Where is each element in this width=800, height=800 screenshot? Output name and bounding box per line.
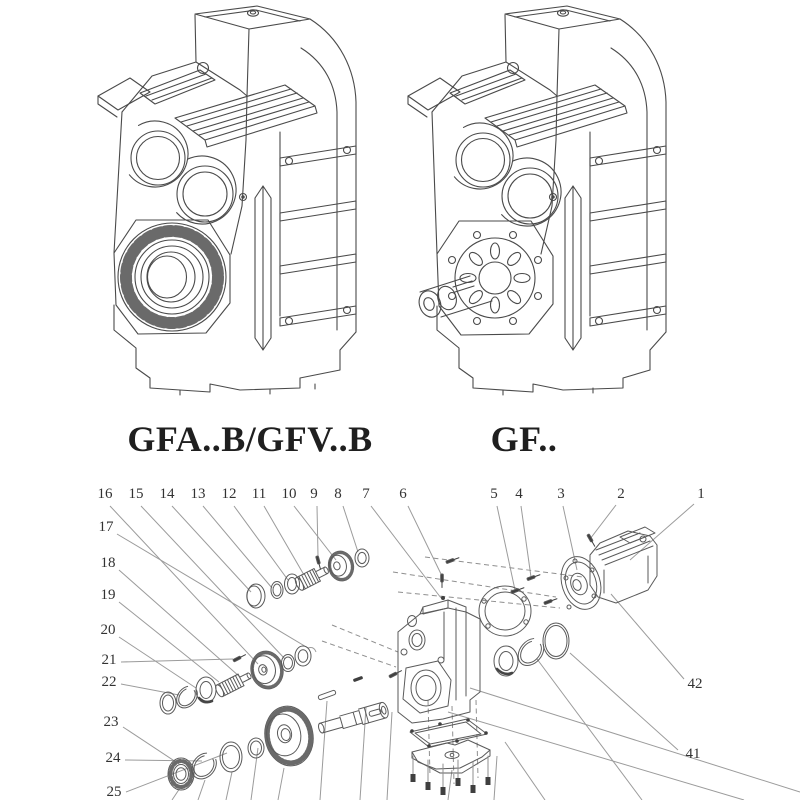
part-key xyxy=(318,690,336,700)
callout-41: 41 xyxy=(685,746,701,762)
callout-1: 1 xyxy=(697,486,705,502)
callout-10: 10 xyxy=(281,486,297,502)
callout-24: 24 xyxy=(105,750,121,766)
callout-labels xyxy=(98,486,705,800)
figure-gear-unit-hollow-shaft xyxy=(98,6,356,395)
callout-21: 21 xyxy=(101,652,117,668)
callout-12: 12 xyxy=(221,486,237,502)
flange-spoke-cutouts xyxy=(460,243,530,313)
callout-8: 8 xyxy=(334,486,342,502)
part-intermediate-shaft-group xyxy=(160,646,311,714)
part-splined-sleeve xyxy=(214,669,253,698)
assembly-axis-dashed-lines xyxy=(322,557,583,784)
callout-2: 2 xyxy=(617,486,625,502)
exploded-parts xyxy=(160,527,657,795)
caption-right-model: GF.. xyxy=(490,419,558,459)
callout-22: 22 xyxy=(101,674,117,690)
part-output-shaft-group xyxy=(168,676,390,790)
callout-20: 20 xyxy=(100,622,116,638)
part-pin xyxy=(353,676,363,682)
callout-15: 15 xyxy=(128,486,144,502)
callout-23: 23 xyxy=(103,714,119,730)
part-motor xyxy=(555,527,657,615)
callout-13: 13 xyxy=(190,486,206,502)
callout-25: 25 xyxy=(106,784,122,800)
part-input-shaft-group xyxy=(247,549,369,608)
callout-42: 42 xyxy=(687,676,703,692)
caption-left-model: GFA..B/GFV..B xyxy=(127,419,373,459)
callout-5: 5 xyxy=(490,486,498,502)
callout-4: 4 xyxy=(515,486,523,502)
callout-6: 6 xyxy=(399,486,407,502)
pan-bolts xyxy=(411,756,491,795)
callout-17: 17 xyxy=(98,519,114,535)
callout-7: 7 xyxy=(362,486,370,502)
callout-9: 9 xyxy=(310,486,318,502)
part-input-gear xyxy=(326,549,357,584)
callout-16: 16 xyxy=(97,486,113,502)
callout-11: 11 xyxy=(251,486,267,502)
callout-19: 19 xyxy=(100,587,116,603)
figure-gear-unit-solid-shaft xyxy=(408,6,666,395)
part-housing xyxy=(389,574,480,723)
callout-3: 3 xyxy=(557,486,565,502)
callout-14: 14 xyxy=(159,486,175,502)
callout-18: 18 xyxy=(100,555,116,571)
part-output-gear xyxy=(260,702,318,769)
part-output-shaft xyxy=(317,701,390,736)
